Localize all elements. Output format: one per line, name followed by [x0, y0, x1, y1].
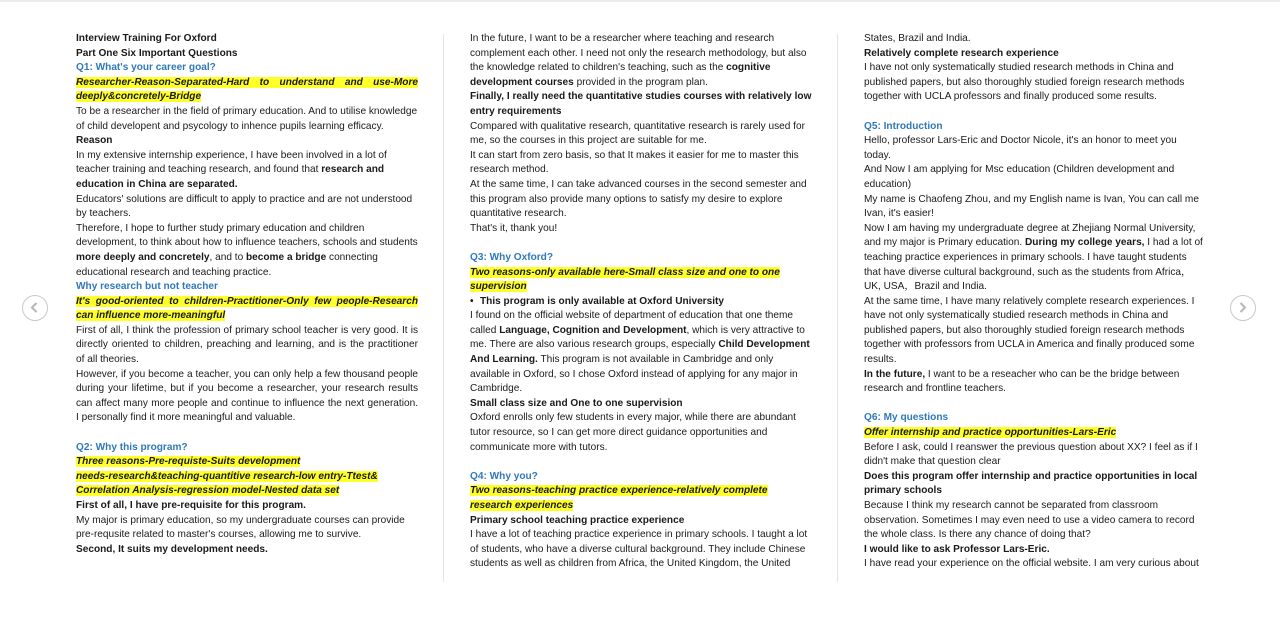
highlight-text: research experiences	[470, 500, 574, 511]
bold-run: more deeply and concretely	[76, 251, 210, 263]
bullet-item: • This program is only available at Oxford University	[470, 295, 812, 310]
question-heading-why-teacher: Why research but not teacher	[76, 281, 218, 293]
bold-run: research and education in China are separated.	[76, 164, 385, 190]
text-run: Now I am having my undergraduate degree at Zhejiang Normal University, and my major is Primary education.	[864, 222, 1196, 249]
highlight-text: Two reasons-teaching practice experience-relatively complete	[470, 485, 768, 497]
paragraph: However, if you become a teacher, you can only help a few thousand people during your lifetime, but if you become a researcher, your research results can affect many more people and continue to influence the next generation. I personally find it more meaningful and valuable.	[76, 368, 418, 424]
paragraph	[864, 222, 1206, 295]
paragraph: Because I think my research cannot be separated from classroom observation. Sometimes I may even need to use a video camera to record the whole class. Is there any chance of doing that?	[864, 500, 1195, 541]
text-run: , and to	[209, 251, 246, 263]
paragraph: I have read your experience on the official website. I am very curious about	[864, 558, 1199, 570]
bold-statement: Does this program offer internship and practice opportunities in local primary schools	[864, 470, 1198, 497]
document-subtitle: Part One Six Important Questions	[76, 47, 238, 59]
highlight-text: Researcher-Reason-Separated-Hard to understand and use-More	[76, 76, 418, 88]
column-divider	[837, 34, 838, 582]
page-column-2	[470, 32, 812, 572]
paragraph: States, Brazil and India.	[864, 33, 971, 44]
paragraph: Before I ask, could I reanswer the previous question about XX? I feel as if I didn't make that question clear	[864, 441, 1198, 468]
chevron-left-icon	[23, 296, 46, 319]
highlight-keywords	[864, 426, 1206, 441]
paragraph: Compared with qualitative research, quantitative research is rarely used for me, so the courses in this project are suitable for me.	[470, 120, 805, 147]
highlight-text: supervision	[470, 281, 527, 293]
question-heading-q2: Q2: Why this program?	[76, 441, 188, 453]
highlight-keywords	[76, 470, 418, 485]
highlight-keywords	[470, 280, 812, 295]
paragraph: That's it, thank you!	[470, 222, 558, 234]
paragraph: At the same time, I can take advanced courses in the second semester and this program also provide many options to satisfy my desire to explore quantitative research.	[470, 178, 807, 220]
document-title: Interview Training For Oxford	[76, 33, 217, 44]
column-divider	[443, 34, 444, 582]
question-heading-q5: Q5: Introduction	[864, 120, 943, 132]
bold-statement: First of all, I have pre-requisite for this program.	[76, 500, 306, 511]
paragraph: My major is primary education, so my undergraduate courses can provide pre-requsite related to master's courses, allowing me to survive.	[76, 514, 405, 541]
highlight-keywords	[76, 455, 418, 470]
highlight-text: Two reasons-only available here-Small class size and one to one	[470, 266, 780, 278]
paragraph	[76, 222, 418, 280]
bold-run: During my college years,	[1025, 237, 1145, 249]
bold-run: cognitive development courses	[470, 62, 771, 88]
highlight-keywords	[76, 295, 418, 310]
text-run: connecting educational research and teaching practice.	[76, 251, 378, 278]
highlight-text: It's good-oriented to children-Practitioner-Only few people-Research	[76, 295, 418, 307]
paragraph: At the same time, I have many relatively complete research experiences. I have not only systematically studied research methods in China and published papers, but also thoroughly studied foreign research methods together with professors from UCLA in America and finally produced some results.	[864, 295, 1195, 366]
page-column-1	[76, 32, 418, 557]
bold-run: Language, Cognition and Development	[499, 324, 687, 336]
paragraph	[470, 309, 812, 397]
paragraph	[470, 32, 812, 90]
text-run: I had a lot of teaching practice experiences in primary schools. I have taught students that have diverse cultural background, such as the students from Africa，UK, USA，Brazil and India.	[864, 237, 1203, 293]
paragraph: Oxford enrolls only few students in every major, while there are abundant tutor resource, so I can get more direct guidance opportunities and communicate more with tutors.	[470, 412, 796, 453]
next-page-button[interactable]	[1230, 295, 1256, 321]
text-run: Therefore, I hope to further study primary education and children development, to think about how to influence teachers, schools and students	[76, 222, 418, 249]
paragraph: My name is Chaofeng Zhou, and my English name is Ivan, You can call me Ivan, it's easier!	[864, 193, 1199, 220]
text-run: This program is not available in Cambridge and only available in Oxford, so I chose Oxford instead of applying for any major in Cambridge.	[470, 354, 798, 395]
text-run: provided in the program plan.	[573, 76, 708, 88]
bold-statement: Finally, I really need the quantitative studies courses with relatively low entry requirements	[470, 91, 812, 117]
bold-statement: Small class size and One to one supervision	[470, 397, 683, 409]
text-run: I want to be a reseacher who can be the bridge between research and frontline teachers.	[864, 368, 1180, 395]
paragraph: It can start from zero basis, so that It makes it easier for me to master this research method.	[470, 149, 799, 176]
text-run: I found on the official website of department of education that one theme called	[470, 310, 794, 336]
highlight-text: needs-research&teaching-quantitive research-low entry-Ttest&	[76, 470, 378, 482]
question-heading-q1: Q1: What's your career goal?	[76, 62, 216, 74]
bold-statement: Second, It suits my development needs.	[76, 543, 268, 555]
text-run: In the future, I want to be a researcher where teaching and research complement each other. I need not only the research methodology, but also the knowledge related to children's teaching, such as the	[470, 33, 807, 74]
highlight-text: Offer internship and practice opportunities-Lars-Eric	[864, 427, 1117, 439]
bold-run: In the future,	[864, 368, 926, 380]
paragraph: Educators' solutions are difficult to apply to practice and are not understood by teachers.	[76, 193, 413, 220]
paragraph: Hello, professor Lars-Eric and Doctor Nicole, it's an honor to meet you today.	[864, 135, 1177, 161]
paragraph: I have not only systematically studied research methods in China and published papers, but also thoroughly studied foreign research methods together with UCLA professors and finally produced some results.	[864, 62, 1185, 103]
previous-page-button[interactable]	[22, 295, 48, 321]
question-heading-q4: Q4: Why you?	[470, 470, 538, 482]
paragraph: First of all, I think the profession of primary school teacher is very good. It is directly oriented to children, preaching and learning, and is the practitioner of all theories.	[76, 324, 418, 366]
highlight-keywords	[76, 90, 418, 105]
highlight-keywords	[76, 484, 418, 499]
bold-statement: Relatively complete research experience	[864, 47, 1059, 59]
bold-run: Child Development And Learning.	[470, 339, 810, 366]
top-border	[0, 0, 1280, 2]
text-run: , which is very attractive to me. There are also various research groups, especially	[470, 324, 805, 351]
bold-run: become a bridge	[246, 251, 327, 263]
highlight-keywords	[470, 484, 812, 499]
highlight-text: can influence more-meaningful	[76, 310, 226, 322]
chevron-right-icon	[1231, 296, 1254, 319]
highlight-keywords	[76, 309, 418, 324]
question-heading-q6: Q6: My questions	[864, 412, 949, 424]
paragraph: To be a researcher in the field of primary education. And to utilise knowledge of child developent and psycology to inhence pupils learning efficacy.	[76, 105, 418, 132]
paragraph: I have a lot of teaching practice experience in primary schools. I taught a lot of students, who have a diverse cultural background. They include Chinese students as well as children from Africa, the United Kingdom, the United	[470, 529, 808, 570]
paragraph	[76, 149, 418, 193]
section-label-reason: Reason	[76, 135, 113, 147]
paragraph: And Now I am applying for Msc education (Children development and education)	[864, 164, 1175, 190]
highlight-keywords	[470, 499, 812, 514]
paragraph	[864, 368, 1206, 397]
highlight-keywords	[470, 266, 812, 281]
bold-statement: Primary school teaching practice experience	[470, 514, 685, 526]
highlight-text: Three reasons-Pre-requiste-Suits development	[76, 456, 301, 468]
highlight-keywords	[76, 76, 418, 91]
text-run: In my extensive internship experience, I have been involved in a lot of teacher training and teaching research, and found that	[76, 149, 387, 176]
highlight-text: Correlation Analysis-regression model-Nested data set	[76, 485, 340, 497]
page-column-3	[864, 32, 1206, 572]
bold-statement: I would like to ask Professor Lars-Eric.	[864, 543, 1050, 555]
highlight-text: deeply&concretely-Bridge	[76, 91, 202, 103]
question-heading-q3: Q3: Why Oxford?	[470, 251, 553, 263]
